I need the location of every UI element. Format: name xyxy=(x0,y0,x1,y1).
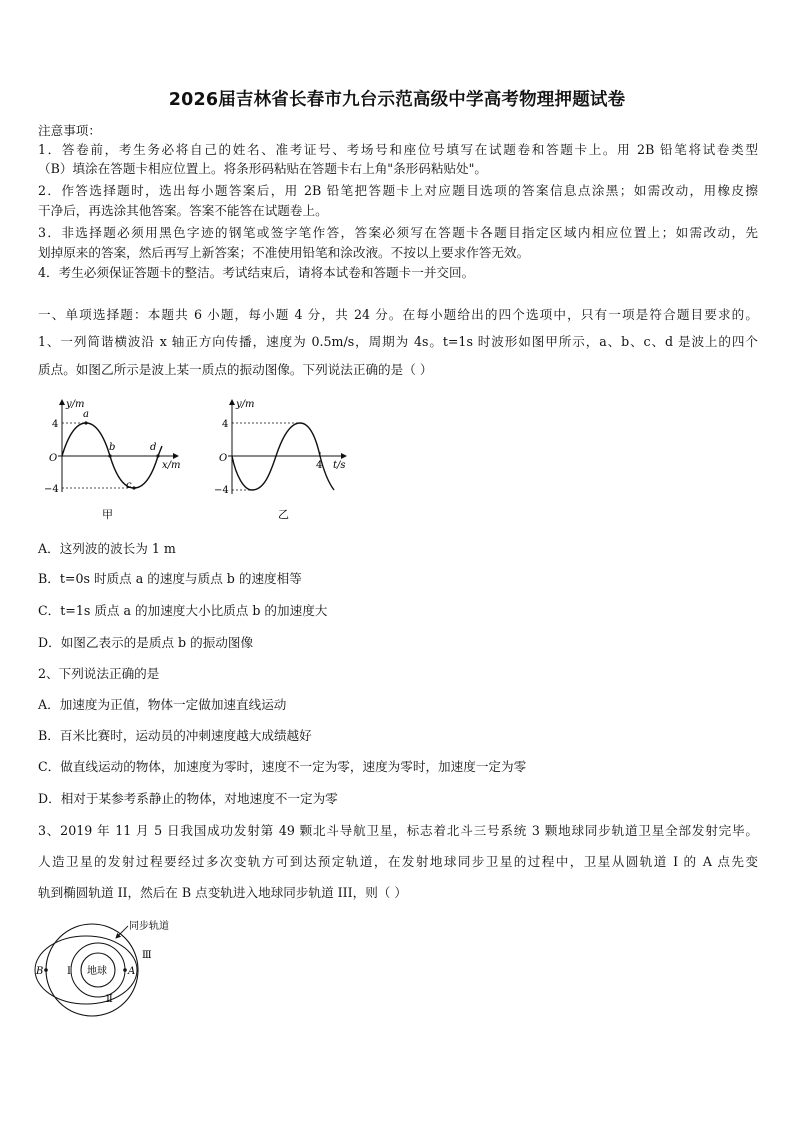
orbit-II-label: Ⅱ xyxy=(106,994,113,1005)
question-3-stem: 轨到椭圆轨道 II，然后在 B 点变轨进入地球同步轨道 III，则（ ） xyxy=(38,885,407,900)
origin-label: O xyxy=(49,453,58,464)
y-tick-bottom: −4 xyxy=(44,484,59,495)
notice-heading: 注意事项： xyxy=(38,123,101,138)
axis-label-y: y/m xyxy=(66,399,85,410)
question-1-stem: 1、一列简谐横波沿 x 轴正方向传播，速度为 0.5m/s，周期为 4s。t=1s 时波形如图甲所示，a、b、c、d 是波上的四个 xyxy=(38,334,758,349)
notice-line: 划掉原来的答案，然后再写上新答案；不准使用铅笔和涂改液。不按以上要求作答无效。 xyxy=(38,245,530,260)
vibration-figure-yi xyxy=(208,394,368,524)
option-d: D．相对于某参考系静止的物体，对地速度不一定为零 xyxy=(38,791,338,806)
point-b-label: b xyxy=(109,442,116,453)
notice-line: 3．非选择题必须用黑色字迹的钢笔或签字笔作答，答案必须写在答题卡各题目指定区域内相应位置上；如需改动，先 xyxy=(38,225,758,240)
axis-label-x: t/s xyxy=(333,460,346,471)
notice-line: 干净后，再选涂其他答案。答案不能答在试题卷上。 xyxy=(38,203,328,218)
question-2-stem: 2、下列说法正确的是 xyxy=(38,666,160,681)
notice-line: （B）填涂在答题卡相应位置上。将条形码粘贴在答题卡右上角"条形码粘贴处"。 xyxy=(38,161,488,176)
point-A-label: A xyxy=(128,966,136,977)
page-title: 2026届吉林省长春市九台示范高级中学高考物理押题试卷 xyxy=(168,90,626,110)
y-tick-top: 4 xyxy=(52,419,59,430)
orbit-figure xyxy=(30,912,200,1017)
point-a-label: a xyxy=(83,409,89,420)
option-a: A．这列波的波长为 1 m xyxy=(38,541,176,556)
y-tick-bottom: −4 xyxy=(214,485,229,496)
option-c: C．t=1s 质点 a 的加速度大小比质点 b 的加速度大 xyxy=(38,603,328,618)
point-d-label: d xyxy=(150,442,157,453)
axis-label-x: x/m xyxy=(162,460,181,471)
orbit-III-label: Ⅲ xyxy=(142,950,152,961)
option-b: B．百米比赛时，运动员的冲刺速度越大成绩越好 xyxy=(38,728,312,743)
point-c-label: c xyxy=(126,480,132,491)
y-tick-top: 4 xyxy=(222,419,229,430)
point-B-label: B xyxy=(36,966,44,977)
earth-label: 地球 xyxy=(87,966,107,977)
question-3-stem: 3、2019 年 11 月 5 日我国成功发射第 49 颗北斗导航卫星，标志着北斗三号系统 3 颗地球同步轨道卫星全部发射完毕。 xyxy=(38,823,758,838)
option-b: B．t=0s 时质点 a 的速度与质点 b 的速度相等 xyxy=(38,571,302,586)
figure-caption: 乙 xyxy=(278,508,289,521)
question-1-stem: 质点。如图乙所示是波上某一质点的振动图像。下列说法正确的是（ ） xyxy=(38,362,433,377)
section-heading: 一、单项选择题：本题共 6 小题，每小题 4 分，共 24 分。在每小题给出的四个选项中，只有一项是符合题目要求的。 xyxy=(38,307,758,322)
notice-line: 2．作答选择题时，选出每小题答案后，用 2B 铅笔把答题卡上对应题目选项的答案信息点涂黑；如需改动，用橡皮擦 xyxy=(38,183,758,198)
option-c: C．做直线运动的物体，加速度为零时，速度不一定为零，速度为零时，加速度一定为零 xyxy=(38,759,527,774)
origin-label: O xyxy=(219,453,228,464)
wave-figure-jia xyxy=(38,394,198,524)
sync-orbit-label: 同步轨道 xyxy=(129,921,169,932)
x-tick: 4 xyxy=(316,460,323,471)
orbit-I-label: I xyxy=(67,966,71,977)
notice-line: 1．答卷前，考生务必将自己的姓名、准考证号、考场号和座位号填写在试题卷和答题卡上。用 2B 铅笔将试卷类型 xyxy=(38,142,758,157)
option-a: A．加速度为正值，物体一定做加速直线运动 xyxy=(38,697,287,712)
axis-label-y: y/m xyxy=(236,399,255,410)
figure-caption: 甲 xyxy=(102,508,113,521)
option-d: D．如图乙表示的是质点 b 的振动图像 xyxy=(38,635,254,650)
notice-line: 4．考生必须保证答题卡的整洁。考试结束后，请将本试卷和答题卡一并交回。 xyxy=(38,265,475,280)
question-3-stem: 人造卫星的发射过程要经过多次变轨方可到达预定轨道，在发射地球同步卫星的过程中，卫星从圆轨道 I 的 A 点先变 xyxy=(38,854,758,869)
